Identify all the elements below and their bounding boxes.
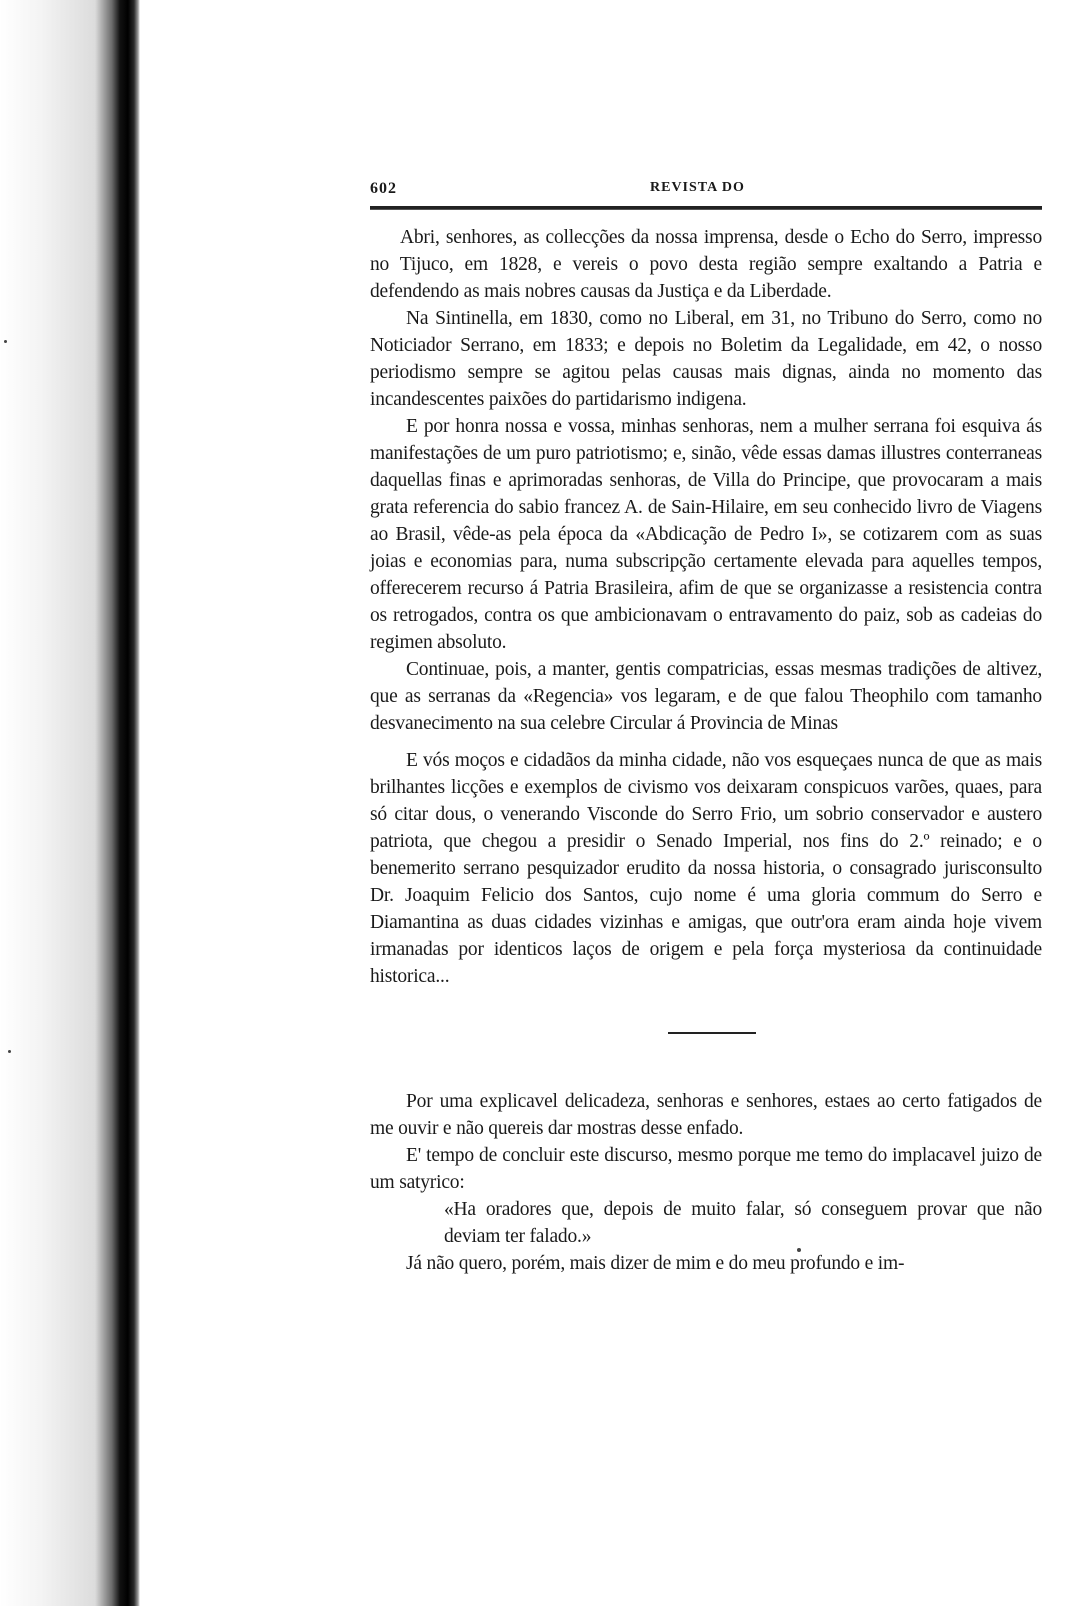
section-divider bbox=[668, 1032, 756, 1034]
header-rule bbox=[370, 206, 1042, 210]
paragraph: Continuae, pois, a manter, gentis compatricias, essas mesmas tradições de altivez, que as serranas da «Regencia» vos legaram, e de que falou Theophilo com tamanho desvanecimento na sua celebre Circular á Provincia de Minas bbox=[370, 659, 1042, 734]
ink-speck bbox=[4, 340, 7, 343]
ink-speck bbox=[8, 1050, 11, 1053]
paragraph: Por uma explicavel delicadeza, senhoras e senhores, estaes ao certo fatigados de me ouvir e não quereis dar mostras desse enfado. bbox=[370, 1091, 1042, 1139]
book-spine-shadow bbox=[0, 0, 140, 1606]
running-head bbox=[370, 170, 1042, 204]
page bbox=[370, 170, 1042, 1277]
page-number: 602 bbox=[370, 180, 397, 197]
paragraph: E vós moços e cidadãos da minha cidade, não vos esqueçaes nunca de que as mais brilhantes licções e exemplos de civismo vos deixaram conspicuos varões, quaes, para só citar dous, o venerando Visconde do Serro Frio, um sobrio conservador e austero patriota, que chegou a presidir o Senado Imperial, nos fins do 2.º reinado; e o benemerito serrano pesquizador erudito da nossa historia, o consagrado jurisconsulto Dr. Joaquim Felicio dos Santos, cujo nome é uma gloria commum do Serro e Diamantina as duas cidades vizinhas e amigas, que outr'ora eram ainda hoje vivem irmanadas por identicos laços de origem e pela força mysteriosa da continuidade historica... bbox=[370, 750, 1042, 987]
paragraph: E' tempo de concluir este discurso, mesmo porque me temo do implacavel juizo de um satyrico: bbox=[370, 1145, 1042, 1193]
block-quote: «Ha oradores que, depois de muito falar, só conseguem provar que não deviam ter falado.» bbox=[444, 1199, 1042, 1247]
paragraph: Abri, senhores, as collecções da nossa imprensa, desde o Echo do Serro, impresso no Tijuco, em 1828, e vereis o povo desta região sempre exaltando a Patria e defendendo as mais nobres causas da Justiça e da Liberdade. bbox=[370, 227, 1042, 302]
paragraph: E por honra nossa e vossa, minhas senhoras, nem a mulher serrana foi esquiva ás manifestações de um puro patriotismo; e, sinão, vêde essas damas illustres conterraneas daquellas finas e aprimoradas senhoras, de Villa do Principe, que provocaram a mais grata referencia do sabio francez A. de Sain-Hilaire, em seu conhecido livro de Viagens ao Brasil, vêde-as pela época da «Abdicação de Pedro I», se cotizarem com as suas joias e economias para, numa subscripção certamente elevada para aquelles tempos, offerecerem recurso á Patria Brasileira, afim de que se organizasse a resistencia contra os retrogados, contra os que ambicionavam o entravamento do paiz, sob as cadeias do regimen absoluto. bbox=[370, 416, 1042, 653]
journal-title: REVISTA DO bbox=[650, 180, 745, 195]
paragraph: Na Sintinella, em 1830, como no Liberal, em 31, no Tribuno do Serro, como no Noticiador Serrano, em 1833; e depois no Boletim da Legalidade, em 42, o nosso periodismo sempre se agitou pelas causas mais dignas, ainda no momento das incandescentes paixões do partidarismo indigena. bbox=[370, 308, 1042, 410]
paragraph: Já não quero, porém, mais dizer de mim e do meu profundo e im- bbox=[406, 1253, 905, 1274]
